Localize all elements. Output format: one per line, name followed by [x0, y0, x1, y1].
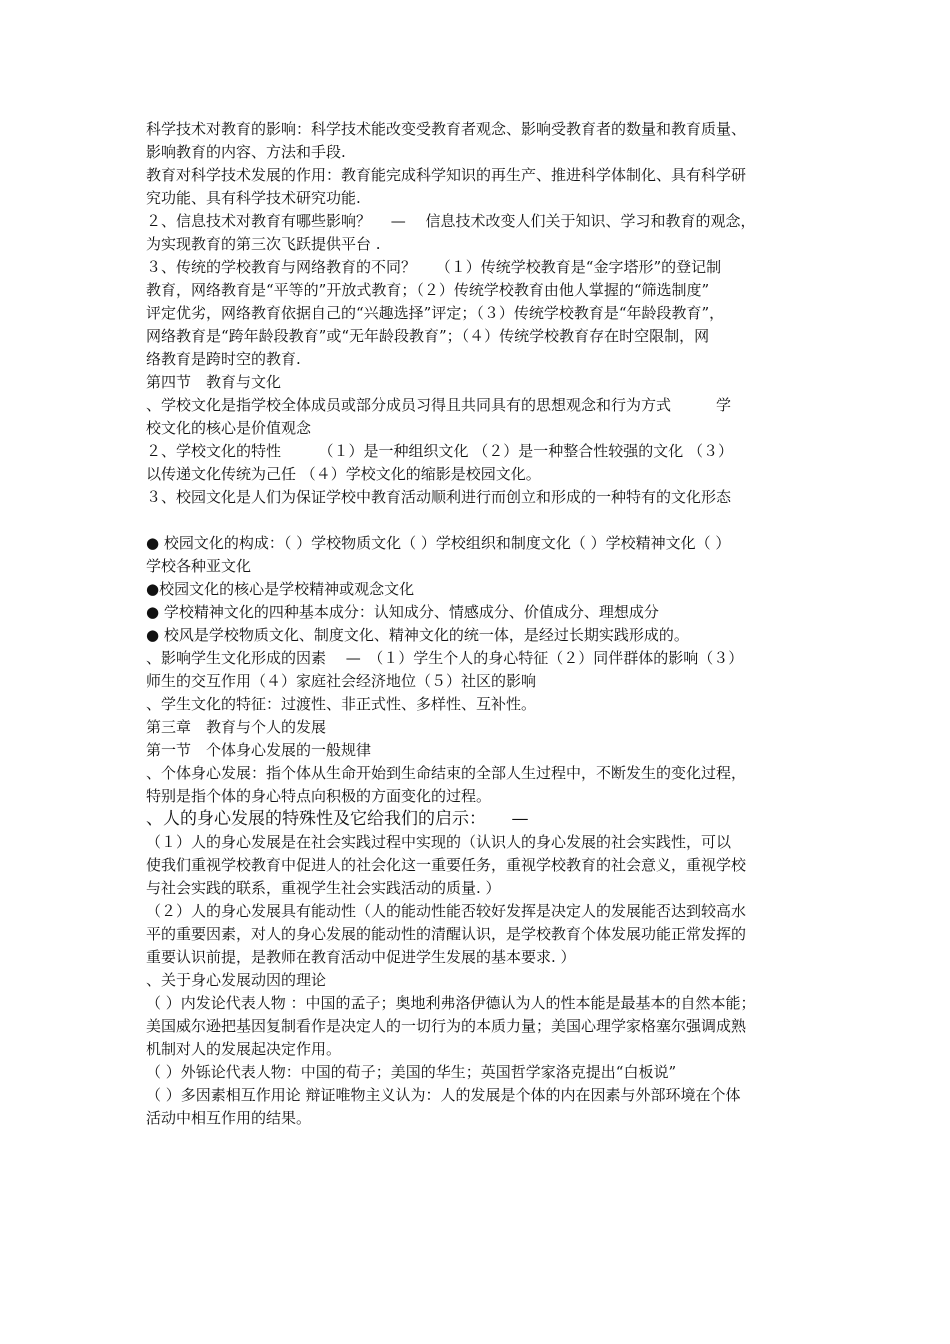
text-line: 第三章 教育与个人的发展	[146, 718, 327, 736]
text-line: 究功能、具有科学技术研究功能.	[146, 189, 361, 207]
text-line: 校文化的核心是价值观念	[146, 419, 312, 437]
text-line: ２、信息技术对教育有哪些影响？ — 信息技术改变人们关于知识、学习和教育的观念，	[146, 212, 756, 230]
text-line: 教育，网络教育是“平等的”开放式教育；（２）传统学校教育由他人掌握的“筛选制度”	[146, 281, 710, 299]
text-line: 平的重要因素，对人的身心发展的能动性的清醒认识，是学校教育个体发展功能正常发挥的	[146, 925, 747, 943]
text-line: 、关于身心发展动因的理论	[146, 971, 327, 989]
text-line: （ ）外铄论代表人物：中国的荀子；美国的华生；英国哲学家洛克提出“白板说”	[146, 1063, 677, 1081]
text-line: 、人的身心发展的特殊性及它给我们的启示： —	[146, 809, 529, 829]
text-line: （ ）内发论代表人物 ：中国的孟子；奥地利弗洛伊德认为人的性本能是最基本的自然本能；	[146, 994, 756, 1012]
text-line: （１）人的身心发展是在社会实践过程中实现的（认识人的身心发展的社会实践性，可以	[146, 833, 732, 851]
text-line: 、影响学生文化形成的因素 — （１）学生个人的身心特征（２）同伴群体的影响（３）	[146, 649, 744, 667]
text-line: ２、学校文化的特性 （１）是一种组织文化 （２）是一种整合性较强的文化 （３）	[146, 442, 734, 460]
text-line: 美国威尔逊把基因复制看作是决定人的一切行为的本质力量；美国心理学家格塞尔强调成熟	[146, 1017, 747, 1035]
text-line: 络教育是跨时空的教育.	[146, 350, 301, 368]
text-line: 以传递文化传统为己任 （４）学校文化的缩影是校园文化。	[146, 465, 541, 483]
text-line: ３、校园文化是人们为保证学校中教育活动顺利进行而创立和形成的一种特有的文化形态	[146, 488, 732, 506]
text-line: 重要认识前提，是教师在教育活动中促进学生发展的基本要求. ）	[146, 948, 576, 966]
text-line: 教育对科学技术发展的作用：教育能完成科学知识的再生产、推进科学体制化、具有科学研	[146, 166, 747, 184]
text-line: 为实现教育的第三次飞跃提供平台 .	[146, 235, 381, 253]
text-line: 机制对人的发展起决定作用。	[146, 1040, 342, 1058]
text-line: 评定优劣，网络教育依据自己的“兴趣选择”评定；（３）传统学校教育是“年龄段教育”，	[146, 304, 725, 322]
text-line: 科学技术对教育的影响：科学技术能改变受教育者观念、影响受教育者的数量和教育质量、	[146, 120, 747, 138]
text-line: ●校园文化的核心是学校精神或观念文化	[146, 580, 415, 598]
text-line: 师生的交互作用（４）家庭社会经济地位（５）社区的影响	[146, 672, 537, 690]
text-line: 网络教育是“跨年龄段教育”或“无年龄段教育”；（４）传统学校教育存在时空限制，网	[146, 327, 710, 345]
text-line: 第一节 个体身心发展的一般规律	[146, 741, 372, 759]
text-line: 、学校文化是指学校全体成员或部分成员习得且共同具有的思想观念和行为方式 学	[146, 396, 732, 414]
text-line: 活动中相互作用的结果。	[146, 1109, 312, 1127]
text-line: ● 学校精神文化的四种基本成分：认知成分、情感成分、价值成分、理想成分	[146, 603, 659, 621]
text-line: 使我们重视学校教育中促进人的社会化这一重要任务，重视学校教育的社会意义，重视学校	[146, 856, 747, 874]
text-line: 影响教育的内容、方法和手段.	[146, 143, 346, 161]
text-line: 与社会实践的联系，重视学生社会实践活动的质量. ）	[146, 879, 501, 897]
text-line: （ ）多因素相互作用论 辩证唯物主义认为：人的发展是个体的内在因素与外部环境在个体	[146, 1086, 741, 1104]
text-line: 、学生文化的特征：过渡性、非正式性、多样性、互补性。	[146, 695, 537, 713]
blank-line	[146, 509, 810, 532]
text-line: 、个体身心发展：指个体从生命开始到生命结束的全部人生过程中，不断发生的变化过程，	[146, 764, 747, 782]
text-line: ● 校园文化的构成：（ ）学校物质文化（ ）学校组织和制度文化（ ）学校精神文化（ ）	[146, 534, 731, 552]
text-line: 第四节 教育与文化	[146, 373, 282, 391]
text-line: ３、传统的学校教育与网络教育的不同？ （１）传统学校教育是“金字塔形”的登记制	[146, 258, 722, 276]
text-line: （２）人的身心发展具有能动性（人的能动性能否较好发挥是决定人的发展能否达到较高水	[146, 902, 747, 920]
text-line: ● 校风是学校物质文化、制度文化、精神文化的统一体，是经过长期实践形成的。	[146, 626, 689, 644]
text-line: 特别是指个体的身心特点向积极的方面变化的过程。	[146, 787, 492, 805]
document-body	[146, 118, 810, 1130]
text-line: 学校各种亚文化	[146, 557, 252, 575]
